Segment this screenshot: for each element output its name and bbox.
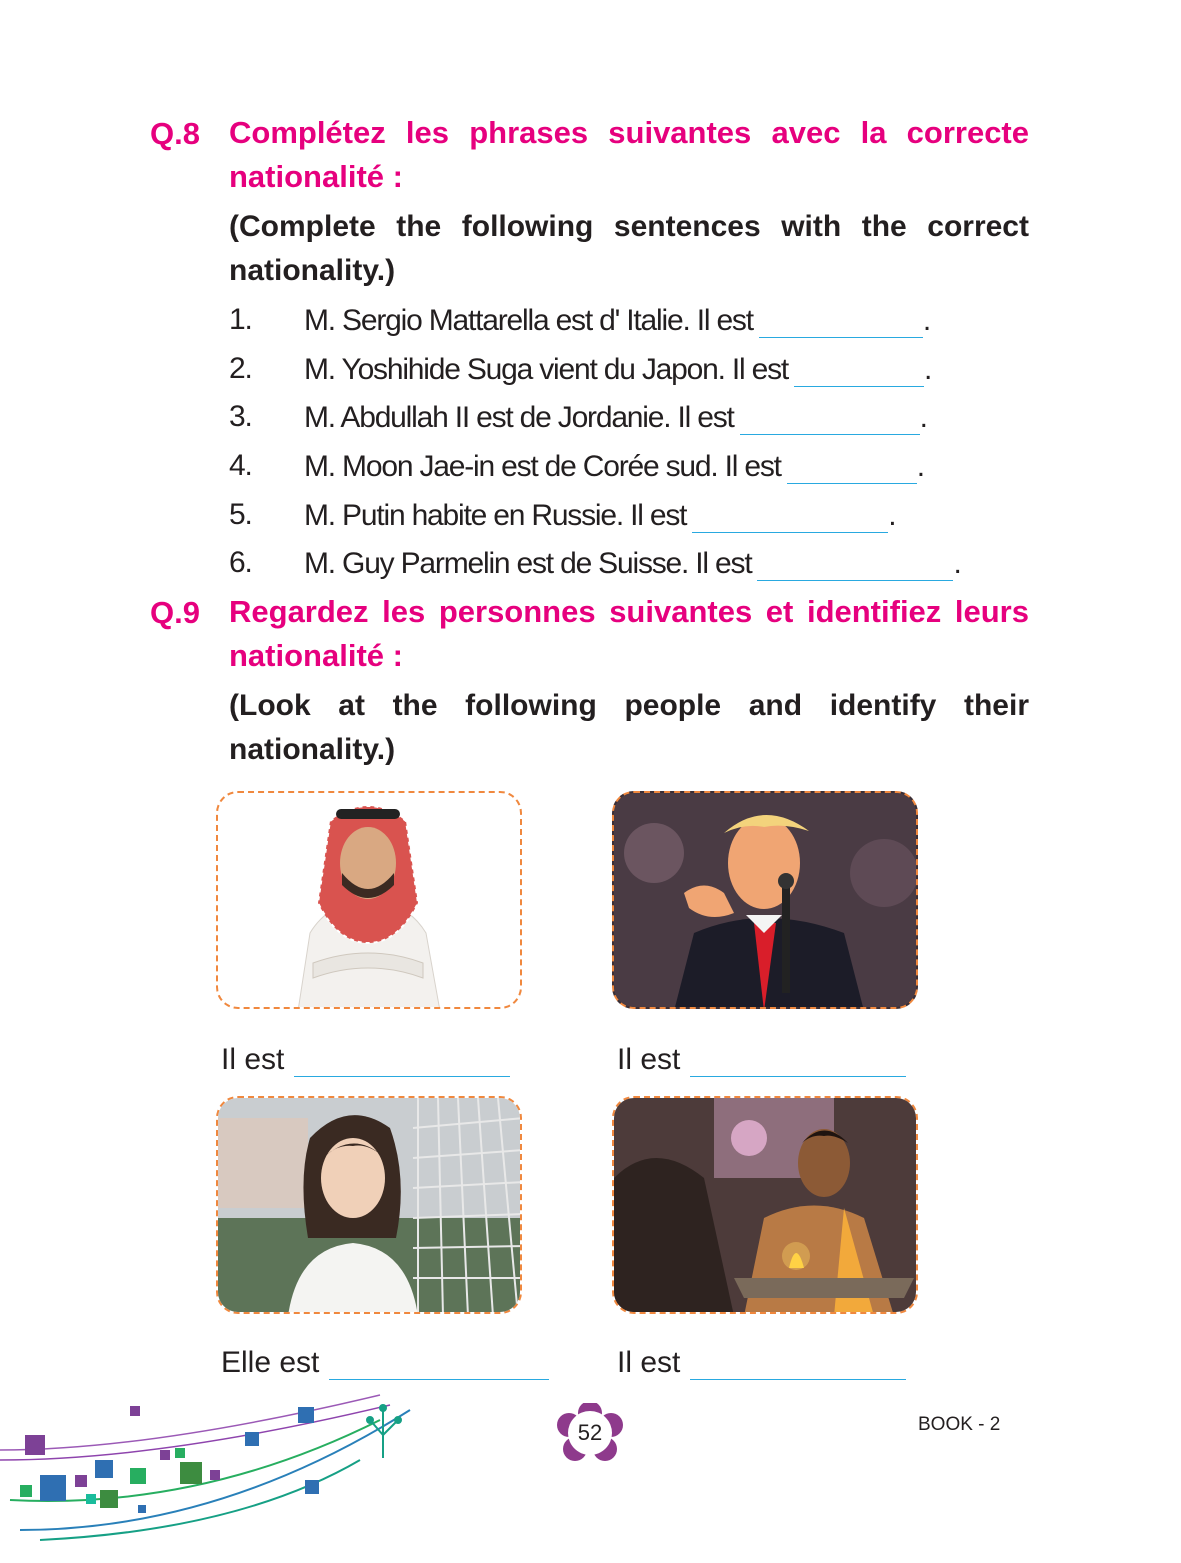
caption-1 <box>221 1040 510 1077</box>
caption-3 <box>221 1343 549 1380</box>
q9-subtitle <box>229 684 1029 772</box>
photo-man-keffiyeh <box>216 791 522 1009</box>
page-number-badge <box>557 1403 623 1463</box>
caption-text: Elle est <box>221 1346 320 1379</box>
answer-blank[interactable] <box>757 546 953 581</box>
item-period: . <box>924 353 932 386</box>
answer-blank[interactable] <box>692 498 888 533</box>
caption-4 <box>617 1343 906 1380</box>
item-text: M. Putin habite en Russie. Il est <box>304 499 687 532</box>
q8-subtitle-line1: (Complete the following sentences with the correct <box>229 210 1029 243</box>
answer-blank[interactable] <box>690 1040 906 1077</box>
caption-text: Il est <box>617 1043 681 1076</box>
caption-text: Il est <box>617 1346 681 1379</box>
answer-blank[interactable] <box>794 352 924 387</box>
item-text: M. Abdullah II est de Jordanie. Il est <box>304 401 734 434</box>
q8-title <box>229 111 1029 199</box>
item-number: 2. <box>229 352 252 385</box>
item-number: 1. <box>229 303 252 336</box>
item-number: 3. <box>229 400 252 433</box>
q8-subtitle <box>229 205 1029 293</box>
item-text: M. Moon Jae-in est de Corée sud. Il est <box>304 450 781 483</box>
item-text: M. Yoshihide Suga vient du Japon. Il est <box>304 353 789 386</box>
photo-young-woman <box>216 1096 522 1314</box>
photo-man-microphone <box>612 791 918 1009</box>
q8-number: Q.8 <box>150 116 200 151</box>
footer-decoration <box>0 1390 430 1550</box>
q9-number: Q.9 <box>150 595 200 630</box>
q8-title-line2: nationalité : <box>229 159 403 194</box>
caption-text: Il est <box>221 1043 285 1076</box>
item-number: 4. <box>229 449 252 482</box>
answer-blank[interactable] <box>294 1040 510 1077</box>
answer-blank[interactable] <box>740 400 920 435</box>
answer-blank[interactable] <box>759 303 923 338</box>
item-period: . <box>916 450 924 483</box>
item-period: . <box>922 304 931 337</box>
answer-blank[interactable] <box>690 1343 906 1380</box>
answer-blank[interactable] <box>787 449 917 484</box>
item-number: 5. <box>229 498 252 531</box>
item-text: M. Sergio Mattarella est d' Italie. Il est <box>304 304 753 337</box>
page-number: 52 <box>577 1420 603 1445</box>
item-period: . <box>953 547 961 580</box>
q8-title-line1: Complétez les phrases suivantes avec la correcte <box>229 115 1029 150</box>
item-period: . <box>919 401 927 434</box>
item-text: M. Guy Parmelin est de Suisse. Il est <box>304 547 752 580</box>
q9-subtitle-line1: (Look at the following people and identify their <box>229 689 1029 722</box>
q9-title <box>229 590 1029 678</box>
item-number: 6. <box>229 546 252 579</box>
q9-title-line1: Regardez les personnes suivantes et identifiez leurs <box>229 594 1029 629</box>
photo-man-temple-lamp <box>612 1096 918 1314</box>
q9-subtitle-line2: nationality.) <box>229 733 396 766</box>
book-label: BOOK - 2 <box>918 1414 1001 1435</box>
caption-2 <box>617 1040 906 1077</box>
q8-subtitle-line2: nationality.) <box>229 254 396 287</box>
q9-title-line2: nationalité : <box>229 638 403 673</box>
item-period: . <box>888 499 896 532</box>
answer-blank[interactable] <box>329 1343 549 1380</box>
